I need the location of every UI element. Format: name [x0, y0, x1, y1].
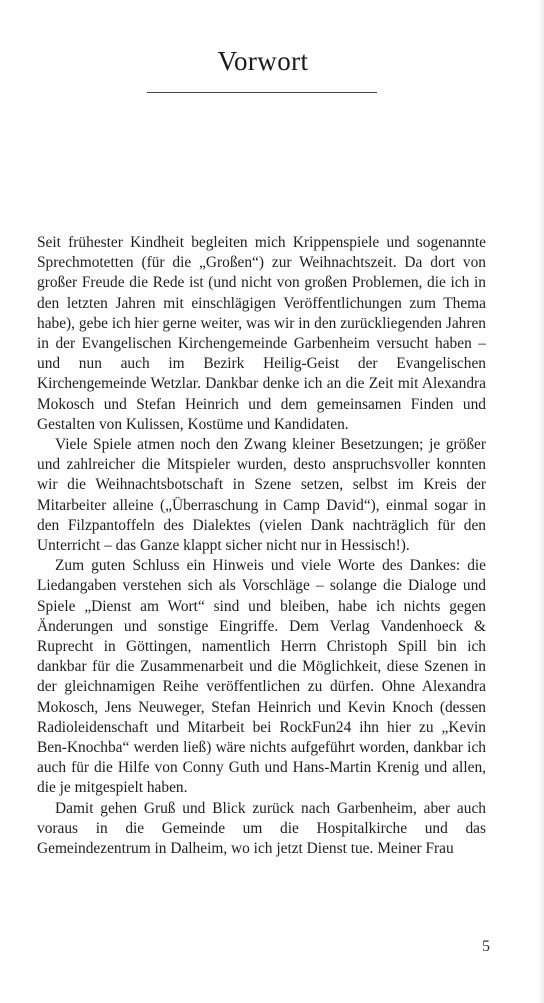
title-underline-rule	[147, 92, 377, 93]
paragraph-intro: Seit frühester Kindheit begleiten mich Krippenspiele und sogenannte Sprechmotetten (für die „Großen“) zur Weihnachtszeit. Da dort von großer Freude die Rede ist (und nicht von großen Problemen, die ich in den letzten Jahren mit einschlägigen Veröffentlichungen zum Thema habe), gebe ich hier gerne weiter, was wir in den zurückliegenden Jahren in der Evangelischen Kirchengemeinde Garbenheim versucht haben – und nun auch im Bezirk Heilig-Geist der Evangelischen Kirchengemeinde Wetzlar. Dankbar denke ich an die Zeit mit Alexandra Mokosch und Stefan Heinrich und dem gemeinsamen Finden und Gestalten von Kulissen, Kostüme und Kandidaten.	[37, 234, 486, 433]
page-edge-shadow	[538, 0, 544, 1003]
page-number: 5	[482, 938, 490, 955]
paragraph-thanks: Zum guten Schluss ein Hinweis und viele Worte des Dankes: die Liedangaben verstehen sich als Vorschläge – solange die Dialoge und Spiele „Dienst am Wort“ sind und bleiben, habe ich nichts gegen Änderungen und sonstige Eingriffe. Dem Verlag Vandenhoeck & Ruprecht in Göttingen, namentlich Herrn Christoph Spill bin ich dankbar für die Zusammenarbeit und die Möglichkeit, diese Szenen in der gleichnamigen Reihe veröffentlichen zu dürfen. Ohne Alexandra Mokosch, Jens Neuweger, Stefan Heinrich und Kevin Knoch (dessen Radioleidenschaft und Mitarbeit bei RockFun24 ihn hier zu „Kevin Ben-Knochba“ werden ließ) wäre nichts aufgeführt worden, dankbar ich auch für die Hilfe von Conny Guth und Hans-Martin Krenig und allen, die je mitgespielt haben.	[37, 557, 486, 797]
body-text	[37, 233, 486, 859]
chapter-title: Vorwort	[217, 46, 309, 76]
paragraph-greeting: Damit gehen Gruß und Blick zurück nach Garbenheim, aber auch voraus in die Gemeinde um die Hospitalkirche und das Gemeindezentrum in Dalheim, wo ich jetzt Dienst tue. Meiner Frau	[37, 799, 486, 858]
paragraph-plays: Viele Spiele atmen noch den Zwang kleiner Besetzungen; je größer und zahlreicher die Mitspieler wurden, desto anspruchsvoller konnten wir die Weihnachtsbotschaft in Szene setzen, selbst im Kreis der Mitarbeiter alleine („Überraschung in Camp David“), einmal sogar in den Filzpantoffeln des Dialektes (vielen Dank nachträglich für den Unterricht – das Ganze klappt sicher nicht nur in Hessisch!).	[37, 436, 486, 555]
